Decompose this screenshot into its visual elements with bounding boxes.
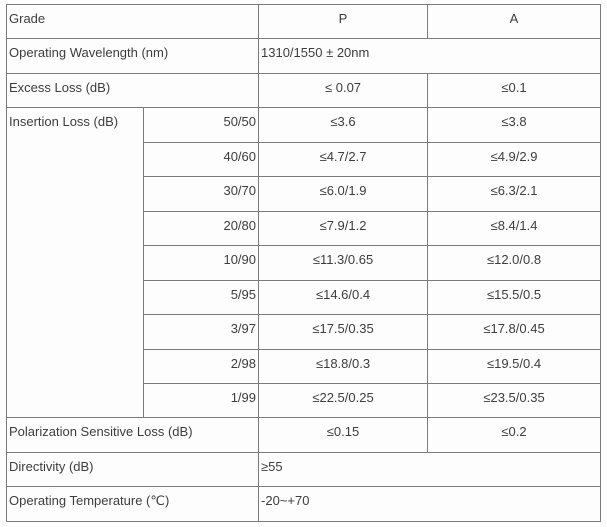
insertion-p-cell: ≤4.7/2.7 xyxy=(259,142,428,176)
directivity-label-cell: Directivity (dB) xyxy=(7,452,259,486)
ratio-cell: 3/97 xyxy=(144,315,259,349)
insertion-a-cell: ≤6.3/2.1 xyxy=(428,177,601,211)
table-row-directivity xyxy=(7,452,601,486)
table-row-excess-loss xyxy=(7,73,601,107)
insertion-a-cell: ≤23.5/0.35 xyxy=(428,383,601,417)
directivity-value-cell: ≥55 xyxy=(259,452,601,486)
insertion-p-cell: ≤6.0/1.9 xyxy=(259,177,428,211)
table-row-grade xyxy=(7,5,601,39)
ratio-cell: 10/90 xyxy=(144,246,259,280)
grade-p-header-cell: P xyxy=(259,5,428,39)
polarization-loss-label-cell: Polarization Sensitive Loss (dB) xyxy=(7,418,259,452)
wavelength-value-cell: 1310/1550 ± 20nm xyxy=(259,39,601,73)
insertion-p-cell: ≤14.6/0.4 xyxy=(259,280,428,314)
operating-temperature-label-cell: Operating Temperature (℃) xyxy=(7,487,259,522)
polarization-p-cell: ≤0.15 xyxy=(259,418,428,452)
table-row-operating-temperature xyxy=(7,487,601,522)
insertion-a-cell: ≤17.8/0.45 xyxy=(428,315,601,349)
wavelength-label-cell: Operating Wavelength (nm) xyxy=(7,39,259,73)
table-row-insertion-50-50 xyxy=(7,108,601,142)
ratio-cell: 5/95 xyxy=(144,280,259,314)
insertion-a-cell: ≤8.4/1.4 xyxy=(428,211,601,245)
insertion-p-cell: ≤11.3/0.65 xyxy=(259,246,428,280)
operating-temperature-value-cell: -20~+70 xyxy=(259,487,601,522)
table-row-polarization-loss xyxy=(7,418,601,452)
insertion-p-cell: ≤17.5/0.35 xyxy=(259,315,428,349)
excess-loss-p-cell: ≤ 0.07 xyxy=(259,73,428,107)
insertion-p-cell: ≤22.5/0.25 xyxy=(259,383,428,417)
insertion-a-cell: ≤4.9/2.9 xyxy=(428,142,601,176)
ratio-cell: 1/99 xyxy=(144,383,259,417)
insertion-a-cell: ≤3.8 xyxy=(428,108,601,142)
insertion-a-cell: ≤19.5/0.4 xyxy=(428,349,601,383)
optical-coupler-spec-table xyxy=(6,4,601,522)
ratio-cell: 50/50 xyxy=(144,108,259,142)
ratio-cell: 2/98 xyxy=(144,349,259,383)
insertion-a-cell: ≤15.5/0.5 xyxy=(428,280,601,314)
ratio-cell: 20/80 xyxy=(144,211,259,245)
table-row-wavelength xyxy=(7,39,601,73)
insertion-p-cell: ≤18.8/0.3 xyxy=(259,349,428,383)
insertion-p-cell: ≤3.6 xyxy=(259,108,428,142)
insertion-p-cell: ≤7.9/1.2 xyxy=(259,211,428,245)
insertion-a-cell: ≤12.0/0.8 xyxy=(428,246,601,280)
ratio-cell: 40/60 xyxy=(144,142,259,176)
insertion-loss-label-cell: Insertion Loss (dB) xyxy=(7,108,144,418)
polarization-a-cell: ≤0.2 xyxy=(428,418,601,452)
excess-loss-a-cell: ≤0.1 xyxy=(428,73,601,107)
excess-loss-label-cell: Excess Loss (dB) xyxy=(7,73,259,107)
grade-label-cell: Grade xyxy=(7,5,259,39)
grade-a-header-cell: A xyxy=(428,5,601,39)
ratio-cell: 30/70 xyxy=(144,177,259,211)
